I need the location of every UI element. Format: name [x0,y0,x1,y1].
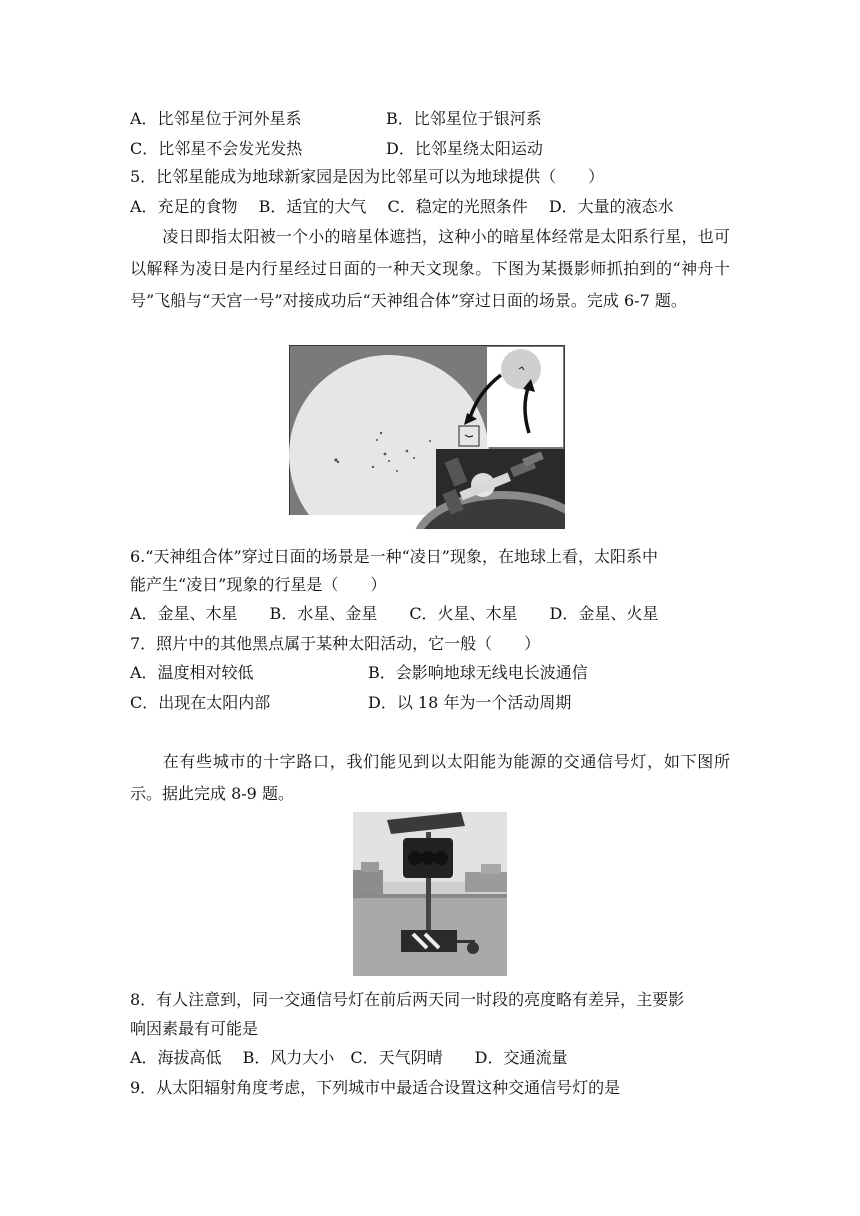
transit-intro [130,221,730,317]
q5-stem: 5．比邻星能成为地球新家园是因为比邻星可以为地球提供（ ） [130,167,605,186]
traffic-intro-text: 在有些城市的十字路口，我们能见到以太阳能为能源的交通信号灯，如下图所示。据此完成 8-9 题。 [130,752,730,803]
transit-photo-figure [289,345,565,529]
q9-stem: 9．从太阳辐射角度考虑，下列城市中最适合设置这种交通信号灯的是 [130,1078,621,1097]
q7-stem: 7．照片中的其他黑点属于某种太阳活动，它一般（ ） [130,634,541,653]
transit-intro-text: 凌日即指太阳被一个小的暗星体遮挡，这种小的暗星体经常是太阳系行星，也可以解释为凌日是内行星经过日面的一种天文现象。下图为某摄影师抓拍到的“神舟十号”飞船与“天宫一号”对接成功后“天神组合体”穿过日面的场景。完成 6-7 题。 [130,227,730,310]
q4-option-a: A．比邻星位于河外星系 [130,109,302,128]
traffic-light-photo-figure [353,812,507,976]
q6-stem-line2: 能产生“凌日”现象的行星是（ ） [130,575,387,594]
q8-stem-line1: 8．有人注意到，同一交通信号灯在前后两天同一时段的亮度略有差异，主要影 [130,990,685,1009]
traffic-intro [130,746,730,810]
q7-option-c: C．出现在太阳内部 [130,693,271,712]
q8-stem-line2: 响因素最有可能是 [130,1019,259,1038]
q4-option-d: D．比邻星绕太阳运动 [386,139,543,158]
q8-options: A．海拔高低 B．风力大小 C．天气阴晴 D．交通流量 [130,1048,568,1067]
q5-options: A．充足的食物 B．适宜的大气 C．稳定的光照条件 D．大量的液态水 [130,197,674,216]
q7-option-d: D．以 18 年为一个活动周期 [368,693,572,712]
zoom-circle [501,349,541,389]
q7-option-a: A．温度相对较低 [130,663,254,682]
base [401,930,457,952]
q6-stem-line1: 6.“天神组合体”穿过日面的场景是一种“凌日”现象，在地球上看，太阳系中 [130,547,658,566]
q7-option-b: B．会影响地球无线电长波通信 [368,663,588,682]
q4-option-c: C．比邻星不会发光发热 [130,139,303,158]
q4-option-b: B．比邻星位于银河系 [386,109,542,128]
traffic-light-photo [353,812,507,976]
q6-options: A．金星、木星 B．水星、金星 C．火星、木星 D．金星、火星 [130,604,659,623]
transit-photo [289,345,565,529]
